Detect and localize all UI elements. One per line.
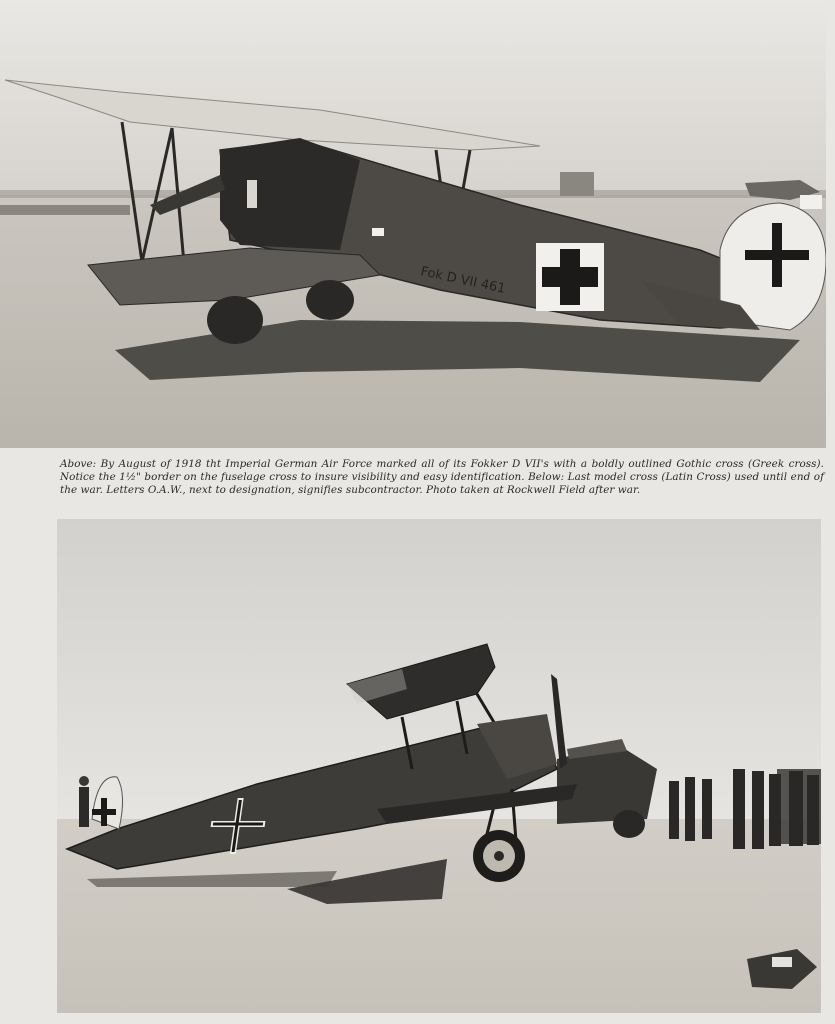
photo-caption: Above: By August of 1918 tht Imperial German Air Force marked all of its Fokker D VII's with a boldly outlined Gothic cross (Greek cross). Notice the 1½" border on the fuselage cross to insure visibility and easy identification. Below: Last model cross (Latin Cross) used until end of the war. Letters O.A.W., next to designation, signifies subcontractor. Photo taken at Rockwell Field after war.	[60, 458, 824, 496]
wheel	[207, 296, 263, 344]
photo-fokker-latin-cross	[57, 519, 821, 1013]
fuselage-marking: Fok D VII 461	[419, 264, 507, 297]
wheel	[306, 280, 354, 320]
fuselage-greek-cross	[536, 243, 604, 311]
crowd	[669, 769, 819, 849]
photo-fokker-greek-cross	[0, 0, 826, 448]
